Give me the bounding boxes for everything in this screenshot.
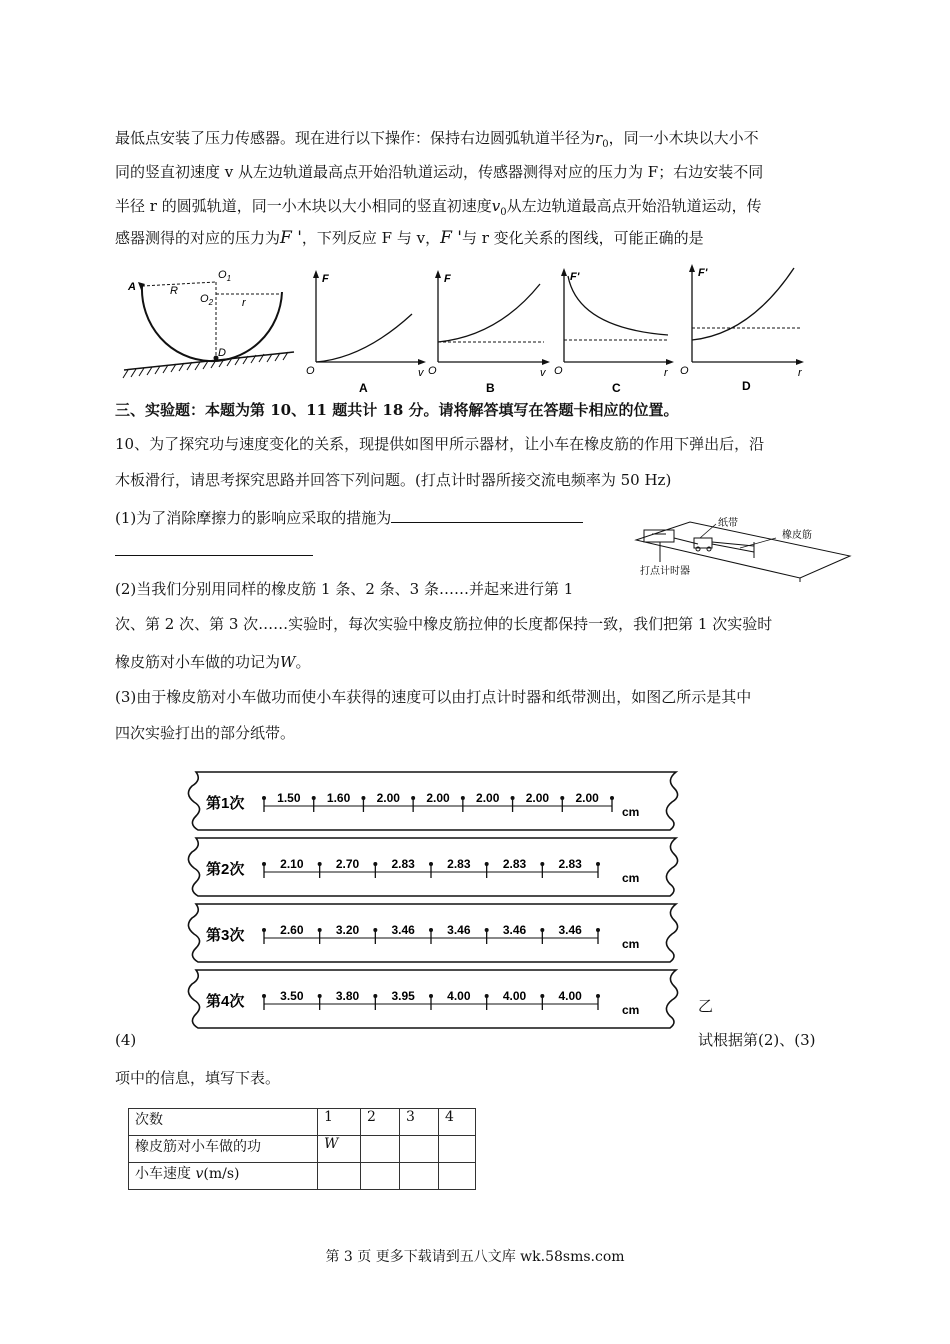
tape-dot <box>411 796 415 800</box>
tape-unit: cm <box>622 937 640 951</box>
tape-value: 3.46 <box>447 923 471 937</box>
tape-dot <box>540 862 544 866</box>
tape-value: 3.46 <box>502 923 527 937</box>
tape-value: 3.46 <box>558 923 582 937</box>
graph-B-option: B <box>486 381 495 395</box>
label-r: r <box>242 297 246 309</box>
track-diagram <box>118 266 298 384</box>
q10-p3a: (3)由于橡皮筋对小车做功而使小车获得的速度可以由打点计时器和纸带测出，如图乙所示是其中 <box>115 688 752 706</box>
tape-dot <box>318 862 322 866</box>
page-footer: 第 3 页 更多下载请到五八文库 wk.58sms.com <box>325 1249 625 1265</box>
tape-dot <box>429 928 433 932</box>
table-row <box>129 1136 476 1163</box>
tape-value: 2.83 <box>502 857 527 871</box>
tape-value: 3.50 <box>280 989 304 1003</box>
tape-dot <box>485 994 489 998</box>
tape-unit: cm <box>622 1003 640 1017</box>
tape-dot <box>429 862 433 866</box>
table-cell: 4 <box>439 1109 476 1136</box>
results-table <box>128 1108 476 1190</box>
q10-p1: (1)为了消除摩擦力的影响应采取的措施为 <box>115 508 583 528</box>
tape-label: 第4次 <box>206 993 245 1010</box>
paper-tape <box>188 904 677 962</box>
tape-value: 3.20 <box>335 923 360 937</box>
tape-dot <box>610 796 614 800</box>
graph-C <box>554 262 680 396</box>
tape-value: 2.70 <box>335 857 360 871</box>
tape-dot <box>262 994 266 998</box>
tape-label: 第3次 <box>206 927 245 944</box>
tape-dot <box>596 994 600 998</box>
tape-value: 4.00 <box>558 989 582 1003</box>
tape-dot <box>485 862 489 866</box>
p9-line4: 感器测得的对应的压力为F '，下列反应 F 与 v，F '与 r 变化关系的图线，可能正确的是 <box>115 228 704 248</box>
p9-line1: 最低点安装了压力传感器。现在进行以下操作：保持右边圆弧轨道半径为$r_0$，同一小木块以大小不 <box>115 129 759 150</box>
graph-A-xlabel: v <box>418 367 424 379</box>
table-row <box>129 1109 476 1136</box>
graph-A <box>304 266 430 396</box>
q10-p4a: 试根据第(2)、(3) <box>698 1031 816 1049</box>
apparatus-timer-label: 打点计时器 <box>640 566 690 577</box>
q10-line2: 木板滑行，请思考探究思路并回答下列问题。(打点计时器所接交流电频率为 50 Hz) <box>115 471 672 489</box>
tape-value: 2.60 <box>280 923 304 937</box>
tape-dot <box>262 928 266 932</box>
graph-B <box>428 266 554 396</box>
tape-label: 第2次 <box>206 861 245 878</box>
label-O1: $O_1$ <box>218 269 232 283</box>
figure-label: 乙 <box>698 997 714 1015</box>
tape-dot <box>262 796 266 800</box>
tape-dot <box>485 928 489 932</box>
tape-value: 3.80 <box>335 989 360 1003</box>
graph-B-ylabel: F <box>444 273 451 285</box>
q10-p1-blank <box>115 541 313 561</box>
graph-D-xlabel: r <box>798 367 802 379</box>
label-R: R <box>170 285 178 297</box>
label-A: A <box>128 281 136 293</box>
table-input-cell[interactable] <box>361 1163 400 1190</box>
table-row <box>129 1163 476 1190</box>
paper-tape <box>188 772 677 830</box>
graph-A-option: A <box>359 381 368 395</box>
tape-value: 2.10 <box>280 857 304 871</box>
q10-line1: 10、为了探究功与速度变化的关系，现提供如图甲所示器材，让小车在橡皮筋的作用下弹出后，沿 <box>115 435 765 453</box>
tape-value: 2.83 <box>558 857 582 871</box>
table-cell: 橡皮筋对小车做的功 <box>129 1136 318 1163</box>
graph-A-ylabel: F <box>322 273 329 285</box>
tape-value: 1.60 <box>326 791 351 805</box>
tape-dot <box>262 862 266 866</box>
tape-dot <box>312 796 316 800</box>
tape-dot <box>318 994 322 998</box>
apparatus-tape-label: 纸带 <box>718 518 738 529</box>
graph-A-origin: O <box>306 365 315 377</box>
apparatus-figure <box>630 512 852 582</box>
tape-label: 第1次 <box>206 795 245 812</box>
tape-value: 2.83 <box>391 857 415 871</box>
tape-value: 2.00 <box>426 791 450 805</box>
q10-p2b: 次、第 2 次、第 3 次……实验时，每次实验中橡皮筋拉伸的长度都保持一致，我们把第 1 次实验时 <box>115 615 773 633</box>
tape-unit: cm <box>622 871 640 885</box>
graph-C-ylabel: F' <box>570 271 580 283</box>
table-input-cell[interactable] <box>439 1136 476 1163</box>
answer-blank-1a[interactable] <box>391 508 583 523</box>
tape-value: 3.95 <box>391 989 415 1003</box>
graph-D-option: D <box>742 379 751 393</box>
graph-D-ylabel: F' <box>698 267 708 279</box>
apparatus-rubber-label: 橡皮筋 <box>782 530 812 541</box>
graph-D-origin: O <box>680 365 689 377</box>
label-D: D <box>218 347 226 359</box>
table-cell: 1 <box>318 1109 361 1136</box>
table-input-cell[interactable] <box>400 1136 439 1163</box>
q10-p2c: 橡皮筋对小车做的功记为W。 <box>115 653 311 671</box>
graph-B-xlabel: v <box>540 367 546 379</box>
tape-value: 2.00 <box>525 791 550 805</box>
table-cell: 小车速度 v(m/s) <box>129 1163 318 1190</box>
tape-value: 2.00 <box>376 791 400 805</box>
tape-value: 2.83 <box>447 857 471 871</box>
tape-dot <box>511 796 515 800</box>
tape-value: 2.00 <box>575 791 599 805</box>
table-input-cell[interactable] <box>400 1163 439 1190</box>
tape-dot <box>540 994 544 998</box>
tape-dot <box>318 928 322 932</box>
section3-heading: 三、实验题：本题为第 10、11 题共计 18 分。请将解答填写在答题卡相应的位置。 <box>115 401 679 419</box>
tape-unit: cm <box>622 805 640 819</box>
tape-dot <box>596 862 600 866</box>
table-cell: 3 <box>400 1109 439 1136</box>
tape-dot <box>429 994 433 998</box>
q10-p4-label: (4) <box>115 1031 137 1049</box>
graph-B-origin: O <box>428 365 437 377</box>
tape-value: 4.00 <box>502 989 527 1003</box>
q10-p2a: (2)当我们分别用同样的橡皮筋 1 条、2 条、3 条……并起来进行第 1 <box>115 580 574 598</box>
paper-tape <box>188 838 677 896</box>
tape-dot <box>361 796 365 800</box>
q10-p3b: 四次实验打出的部分纸带。 <box>115 724 296 742</box>
tape-dot <box>373 994 377 998</box>
tape-dot <box>560 796 564 800</box>
tape-value: 1.50 <box>277 791 301 805</box>
tape-dot <box>373 862 377 866</box>
graph-C-option: C <box>612 381 621 395</box>
graph-D <box>680 258 810 394</box>
tape-value: 2.00 <box>476 791 500 805</box>
tape-dot <box>461 796 465 800</box>
tape-dot <box>596 928 600 932</box>
table-input-cell[interactable] <box>318 1163 361 1190</box>
label-O2: $O_2$ <box>200 293 214 307</box>
graph-C-xlabel: r <box>664 367 668 379</box>
table-cell: W <box>318 1136 361 1163</box>
paper-tapes-figure <box>180 766 690 1036</box>
table-cell: 2 <box>361 1109 400 1136</box>
table-input-cell[interactable] <box>439 1163 476 1190</box>
tape-value: 4.00 <box>447 989 471 1003</box>
graph-C-origin: O <box>554 365 563 377</box>
q10-p4b: 项中的信息，填写下表。 <box>115 1069 281 1087</box>
tape-dot <box>373 928 377 932</box>
tape-dot <box>540 928 544 932</box>
p9-line2: 同的竖直初速度 v 从左边轨道最高点开始沿轨道运动，传感器测得对应的压力为 F；右边安装不同 <box>115 163 764 181</box>
paper-tape <box>188 970 677 1028</box>
table-input-cell[interactable] <box>361 1136 400 1163</box>
table-cell: 次数 <box>129 1109 318 1136</box>
answer-blank-1b[interactable] <box>115 541 313 556</box>
tape-value: 3.46 <box>391 923 415 937</box>
p9-line3: 半径 r 的圆弧轨道，同一小木块以大小相同的竖直初速度$v_0$从左边轨道最高点开始沿轨道运动，传 <box>115 197 762 218</box>
